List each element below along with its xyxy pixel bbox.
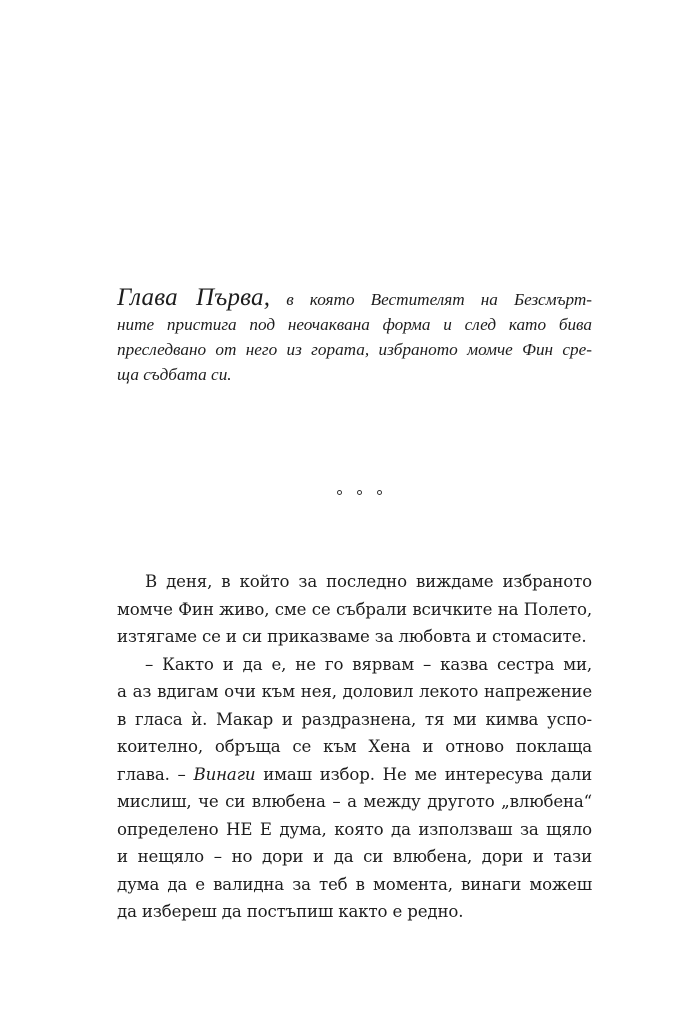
ornament-circle-icon: [337, 490, 342, 495]
body-line: определено НЕ Е дума, която да използваш за щяло: [117, 819, 592, 839]
body-line: в гласа ѝ. Макар и раздразнена, тя ми кимва успо-: [117, 709, 592, 729]
body-line: изтягаме се и си приказваме за любовта и стомасите.: [117, 627, 587, 646]
body-line: коително, обръща се към Хена и отново поклаща: [117, 737, 592, 756]
body-emphasis: Винаги: [193, 764, 256, 784]
body-line: [117, 761, 592, 789]
chapter-summary-line-2: ните пристига под неочаквана форма и след като бива: [117, 315, 592, 334]
chapter-summary-text-1: в която Вестителят на Безсмърт-: [270, 290, 593, 309]
chapter-summary-line-3: преследвано от него из гората, избраното момче Фин сре-: [117, 340, 592, 359]
body-paragraphs: [117, 568, 592, 926]
body-line: мислиш, че си влюбена – а между другото „влюбена“: [117, 792, 592, 811]
body-line: дума да е валидна за теб в момента, винаги можеш: [117, 874, 592, 894]
section-divider-ornament: [337, 486, 382, 498]
body-line: В деня, в който за последно виждаме избраното: [145, 572, 592, 591]
body-line: да избереш да постъпиш както е редно.: [117, 902, 464, 921]
ornament-circle-icon: [377, 490, 382, 495]
body-line-prefix: глава. –: [117, 764, 194, 784]
body-line: – Както и да е, не го вярвам – казва сестра ми,: [145, 654, 592, 674]
body-line: а аз вдигам очи към нея, доловил лекото напрежение: [117, 682, 592, 701]
body-line-suffix: имаш избор. Не ме интересува дали: [255, 764, 592, 784]
chapter-summary-line-1: [117, 285, 592, 312]
chapter-summary: [117, 285, 592, 387]
chapter-heading: Глава Първа,: [117, 284, 271, 311]
body-line: и нещяло – но дори и да си влюбена, дори и тази: [117, 847, 592, 866]
ornament-circle-icon: [357, 490, 362, 495]
body-line: момче Фин живо, сме се събрали всичките на Полето,: [117, 599, 592, 619]
chapter-summary-line-4: ща съдбата си.: [117, 365, 232, 384]
